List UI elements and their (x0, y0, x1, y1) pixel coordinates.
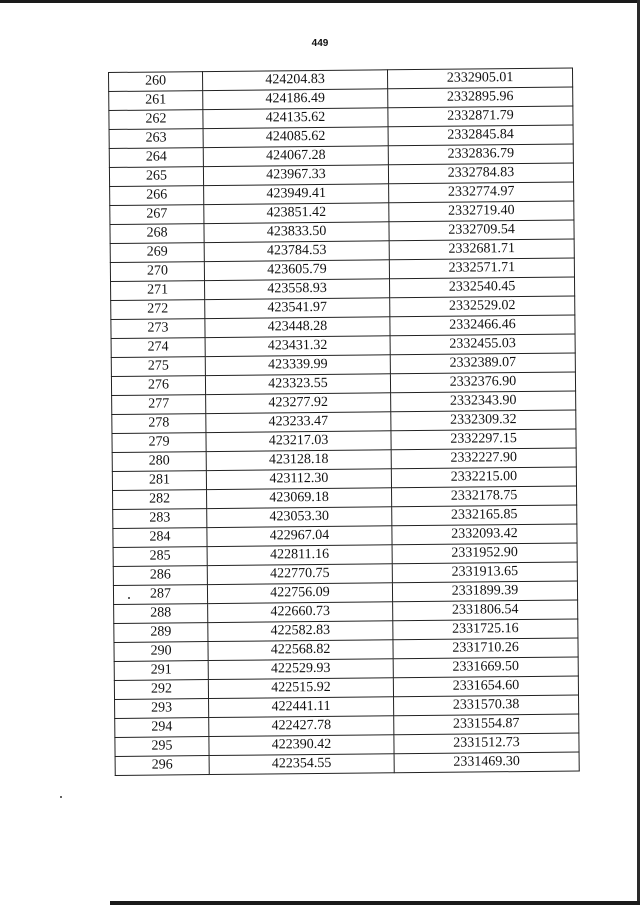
table-row (115, 752, 579, 775)
point-number-cell: 282 (113, 490, 207, 510)
easting-cell: 423448.28 (205, 317, 390, 338)
point-number-cell: 263 (109, 129, 203, 149)
northing-cell: 2332376.90 (390, 372, 575, 393)
point-number-cell: 267 (110, 205, 204, 225)
point-number-cell: 283 (113, 509, 207, 529)
northing-cell: 2331806.54 (393, 600, 578, 621)
point-number-cell: 268 (110, 224, 204, 244)
northing-cell: 2331469.30 (394, 752, 579, 773)
point-number-cell: 265 (109, 167, 203, 187)
northing-cell: 2332093.42 (392, 524, 577, 545)
northing-cell: 2332389.07 (390, 353, 575, 374)
point-number-cell: 284 (113, 528, 207, 548)
scan-speck (60, 796, 62, 798)
northing-cell: 2331952.90 (392, 543, 577, 564)
northing-cell: 2332466.46 (390, 315, 575, 336)
northing-cell: 2331899.39 (392, 581, 577, 602)
scan-edge-top (0, 0, 640, 3)
easting-cell: 422354.55 (209, 754, 394, 775)
easting-cell: 423949.41 (204, 184, 389, 205)
northing-cell: 2332774.97 (389, 182, 574, 203)
easting-cell: 423784.53 (204, 241, 389, 262)
scan-speck (128, 597, 130, 599)
northing-cell: 2331913.65 (392, 562, 577, 583)
point-number-cell: 270 (110, 262, 204, 282)
easting-cell: 423053.30 (207, 507, 392, 528)
easting-cell: 424135.62 (203, 108, 388, 129)
easting-cell: 422529.93 (208, 659, 393, 680)
northing-cell: 2332529.02 (390, 296, 575, 317)
point-number-cell: 288 (114, 604, 208, 624)
easting-cell: 423431.32 (205, 336, 390, 357)
northing-cell: 2332871.79 (388, 106, 573, 127)
easting-cell: 422441.11 (209, 697, 394, 718)
point-number-cell: 269 (110, 243, 204, 263)
point-number-cell: 293 (115, 699, 209, 719)
easting-cell: 423558.93 (205, 279, 390, 300)
northing-cell: 2332309.32 (391, 410, 576, 431)
point-number-cell: 264 (109, 148, 203, 168)
point-number-cell: 289 (114, 623, 208, 643)
northing-cell: 2331710.26 (393, 638, 578, 659)
northing-cell: 2332178.75 (392, 486, 577, 507)
easting-cell: 422770.75 (207, 564, 392, 585)
easting-cell: 423323.55 (205, 374, 390, 395)
point-number-cell: 290 (114, 642, 208, 662)
northing-cell: 2332455.03 (390, 334, 575, 355)
easting-cell: 422756.09 (207, 583, 392, 604)
easting-cell: 423233.47 (206, 412, 391, 433)
northing-cell: 2331669.50 (393, 657, 578, 678)
point-number-cell: 275 (111, 357, 205, 377)
point-number-cell: 261 (109, 91, 203, 111)
easting-cell: 422660.73 (208, 602, 393, 623)
easting-cell: 422427.78 (209, 716, 394, 737)
coordinates-table (108, 68, 580, 776)
point-number-cell: 274 (111, 338, 205, 358)
easting-cell: 423217.03 (206, 431, 391, 452)
easting-cell: 423339.99 (205, 355, 390, 376)
easting-cell: 424204.83 (203, 70, 388, 91)
northing-cell: 2332297.15 (391, 429, 576, 450)
point-number-cell: 273 (111, 319, 205, 339)
northing-cell: 2332227.90 (391, 448, 576, 469)
easting-cell: 424067.28 (203, 146, 388, 167)
easting-cell: 422967.04 (207, 526, 392, 547)
easting-cell: 423851.42 (204, 203, 389, 224)
page-number: 449 (311, 38, 329, 49)
easting-cell: 423967.33 (203, 165, 388, 186)
easting-cell: 423112.30 (206, 469, 391, 490)
easting-cell: 423128.18 (206, 450, 391, 471)
easting-cell: 423277.92 (206, 393, 391, 414)
coordinates-table-wrapper (108, 68, 580, 776)
northing-cell: 2331570.38 (394, 695, 579, 716)
point-number-cell: 277 (112, 395, 206, 415)
point-number-cell: 294 (115, 718, 209, 738)
point-number-cell: 287 (113, 585, 207, 605)
easting-cell: 423069.18 (207, 488, 392, 509)
northing-cell: 2332681.71 (389, 239, 574, 260)
easting-cell: 422568.82 (208, 640, 393, 661)
easting-cell: 422582.83 (208, 621, 393, 642)
easting-cell: 423541.97 (205, 298, 390, 319)
point-number-cell: 278 (112, 414, 206, 434)
northing-cell: 2332709.54 (389, 220, 574, 241)
northing-cell: 2332895.96 (388, 87, 573, 108)
point-number-cell: 281 (112, 471, 206, 491)
northing-cell: 2332343.90 (391, 391, 576, 412)
easting-cell: 423605.79 (204, 260, 389, 281)
point-number-cell: 272 (111, 300, 205, 320)
easting-cell: 422811.16 (207, 545, 392, 566)
coordinates-table-body (109, 68, 580, 775)
easting-cell: 423833.50 (204, 222, 389, 243)
point-number-cell: 291 (114, 661, 208, 681)
point-number-cell: 295 (115, 737, 209, 757)
northing-cell: 2332165.85 (392, 505, 577, 526)
point-number-cell: 271 (111, 281, 205, 301)
northing-cell: 2332540.45 (389, 277, 574, 298)
easting-cell: 424186.49 (203, 89, 388, 110)
point-number-cell: 285 (113, 547, 207, 567)
easting-cell: 424085.62 (203, 127, 388, 148)
easting-cell: 422515.92 (208, 678, 393, 699)
point-number-cell: 266 (110, 186, 204, 206)
northing-cell: 2332571.71 (389, 258, 574, 279)
northing-cell: 2332215.00 (391, 467, 576, 488)
northing-cell: 2331512.73 (394, 733, 579, 754)
point-number-cell: 292 (114, 680, 208, 700)
northing-cell: 2331554.87 (394, 714, 579, 735)
northing-cell: 2332845.84 (388, 125, 573, 146)
point-number-cell: 296 (115, 756, 209, 776)
point-number-cell: 279 (112, 433, 206, 453)
northing-cell: 2332784.83 (388, 163, 573, 184)
scan-edge-bottom (110, 901, 640, 905)
point-number-cell: 262 (109, 110, 203, 130)
northing-cell: 2332719.40 (389, 201, 574, 222)
northing-cell: 2331654.60 (393, 676, 578, 697)
easting-cell: 422390.42 (209, 735, 394, 756)
point-number-cell: 276 (111, 376, 205, 396)
northing-cell: 2332905.01 (387, 68, 572, 89)
northing-cell: 2332836.79 (388, 144, 573, 165)
point-number-cell: 286 (113, 566, 207, 586)
northing-cell: 2331725.16 (393, 619, 578, 640)
point-number-cell: 280 (112, 452, 206, 472)
point-number-cell: 260 (109, 72, 203, 92)
